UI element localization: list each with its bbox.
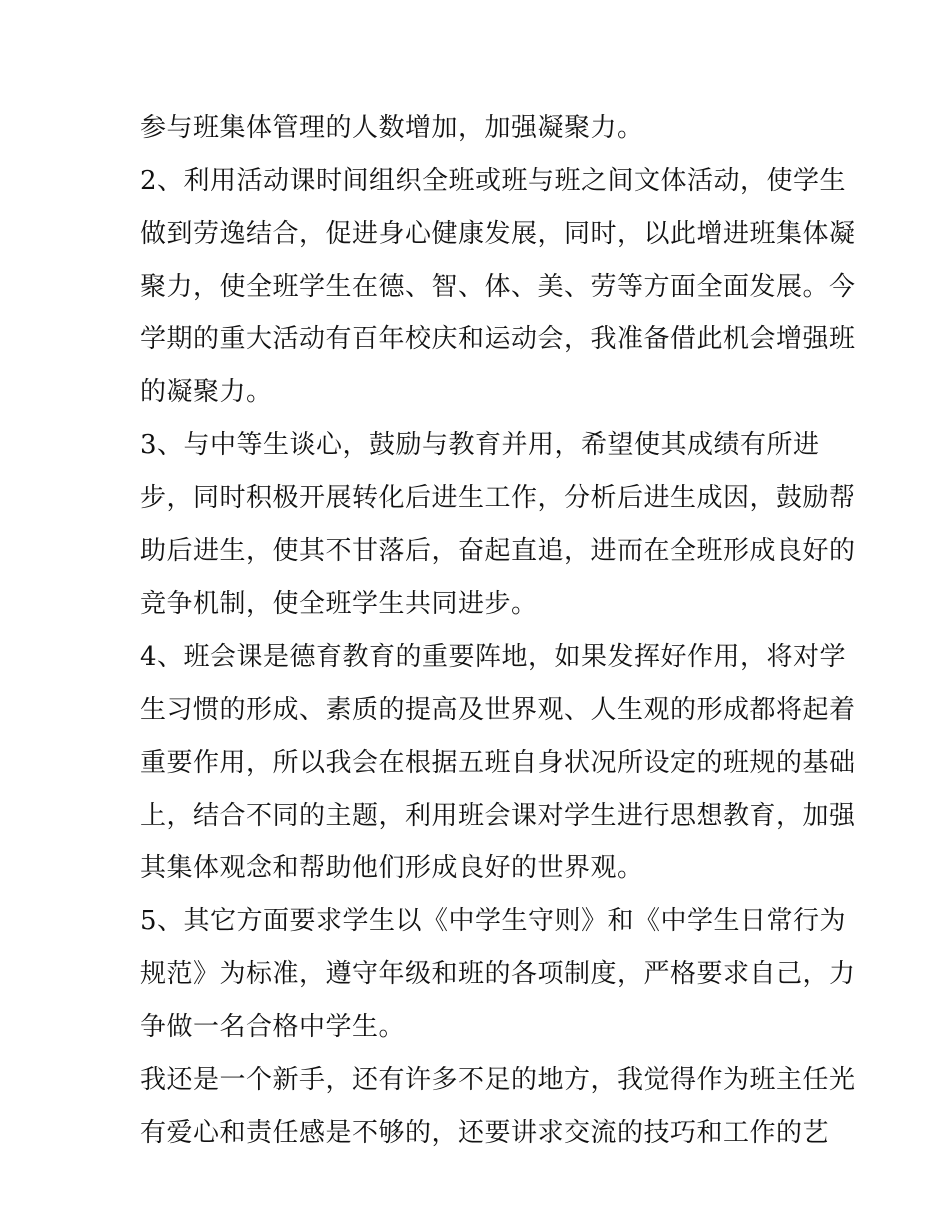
text-line: 做到劳逸结合，促进身心健康发展，同时，以此增进班集体凝 (140, 219, 856, 249)
text-line: 聚力，使全班学生在德、智、体、美、劳等方面全面发展。今 (140, 272, 856, 302)
text-line: 其集体观念和帮助他们形成良好的世界观。 (140, 853, 644, 883)
text-line: 5、其它方面要求学生以《中学生守则》和《中学生日常行为 (140, 906, 847, 936)
text-line: 2、利用活动课时间组织全班或班与班之间文体活动，使学生 (140, 166, 847, 196)
text-line: 上，结合不同的主题，利用班会课对学生进行思想教育，加强 (140, 801, 856, 831)
text-line: 规范》为标准，遵守年级和班的各项制度，严格要求自己，力 (140, 959, 856, 989)
text-line: 生习惯的形成、素质的提高及世界观、人生观的形成都将起着 (140, 695, 856, 725)
text-line: 重要作用，所以我会在根据五班自身状况所设定的班规的基础 (140, 748, 856, 778)
text-line: 争做一名合格中学生。 (140, 1012, 406, 1042)
text-line: 参与班集体管理的人数增加，加强凝聚力。 (140, 113, 644, 143)
text-line: 有爱心和责任感是不够的，还要讲求交流的技巧和工作的艺 (140, 1118, 830, 1148)
text-line: 我还是一个新手，还有许多不足的地方，我觉得作为班主任光 (140, 1065, 856, 1095)
text-line: 步，同时积极开展转化后进生工作，分析后进生成因，鼓励帮 (140, 483, 856, 513)
text-line: 助后进生，使其不甘落后，奋起直追，进而在全班形成良好的 (140, 536, 856, 566)
text-line: 4、班会课是德育教育的重要阵地，如果发挥好作用，将对学 (140, 642, 847, 672)
text-line: 竞争机制，使全班学生共同进步。 (140, 589, 538, 619)
text-line: 3、与中等生谈心，鼓励与教育并用，希望使其成绩有所进 (140, 430, 820, 460)
text-line: 的凝聚力。 (140, 377, 273, 407)
text-line: 学期的重大活动有百年校庆和运动会，我准备借此机会增强班 (140, 324, 856, 354)
